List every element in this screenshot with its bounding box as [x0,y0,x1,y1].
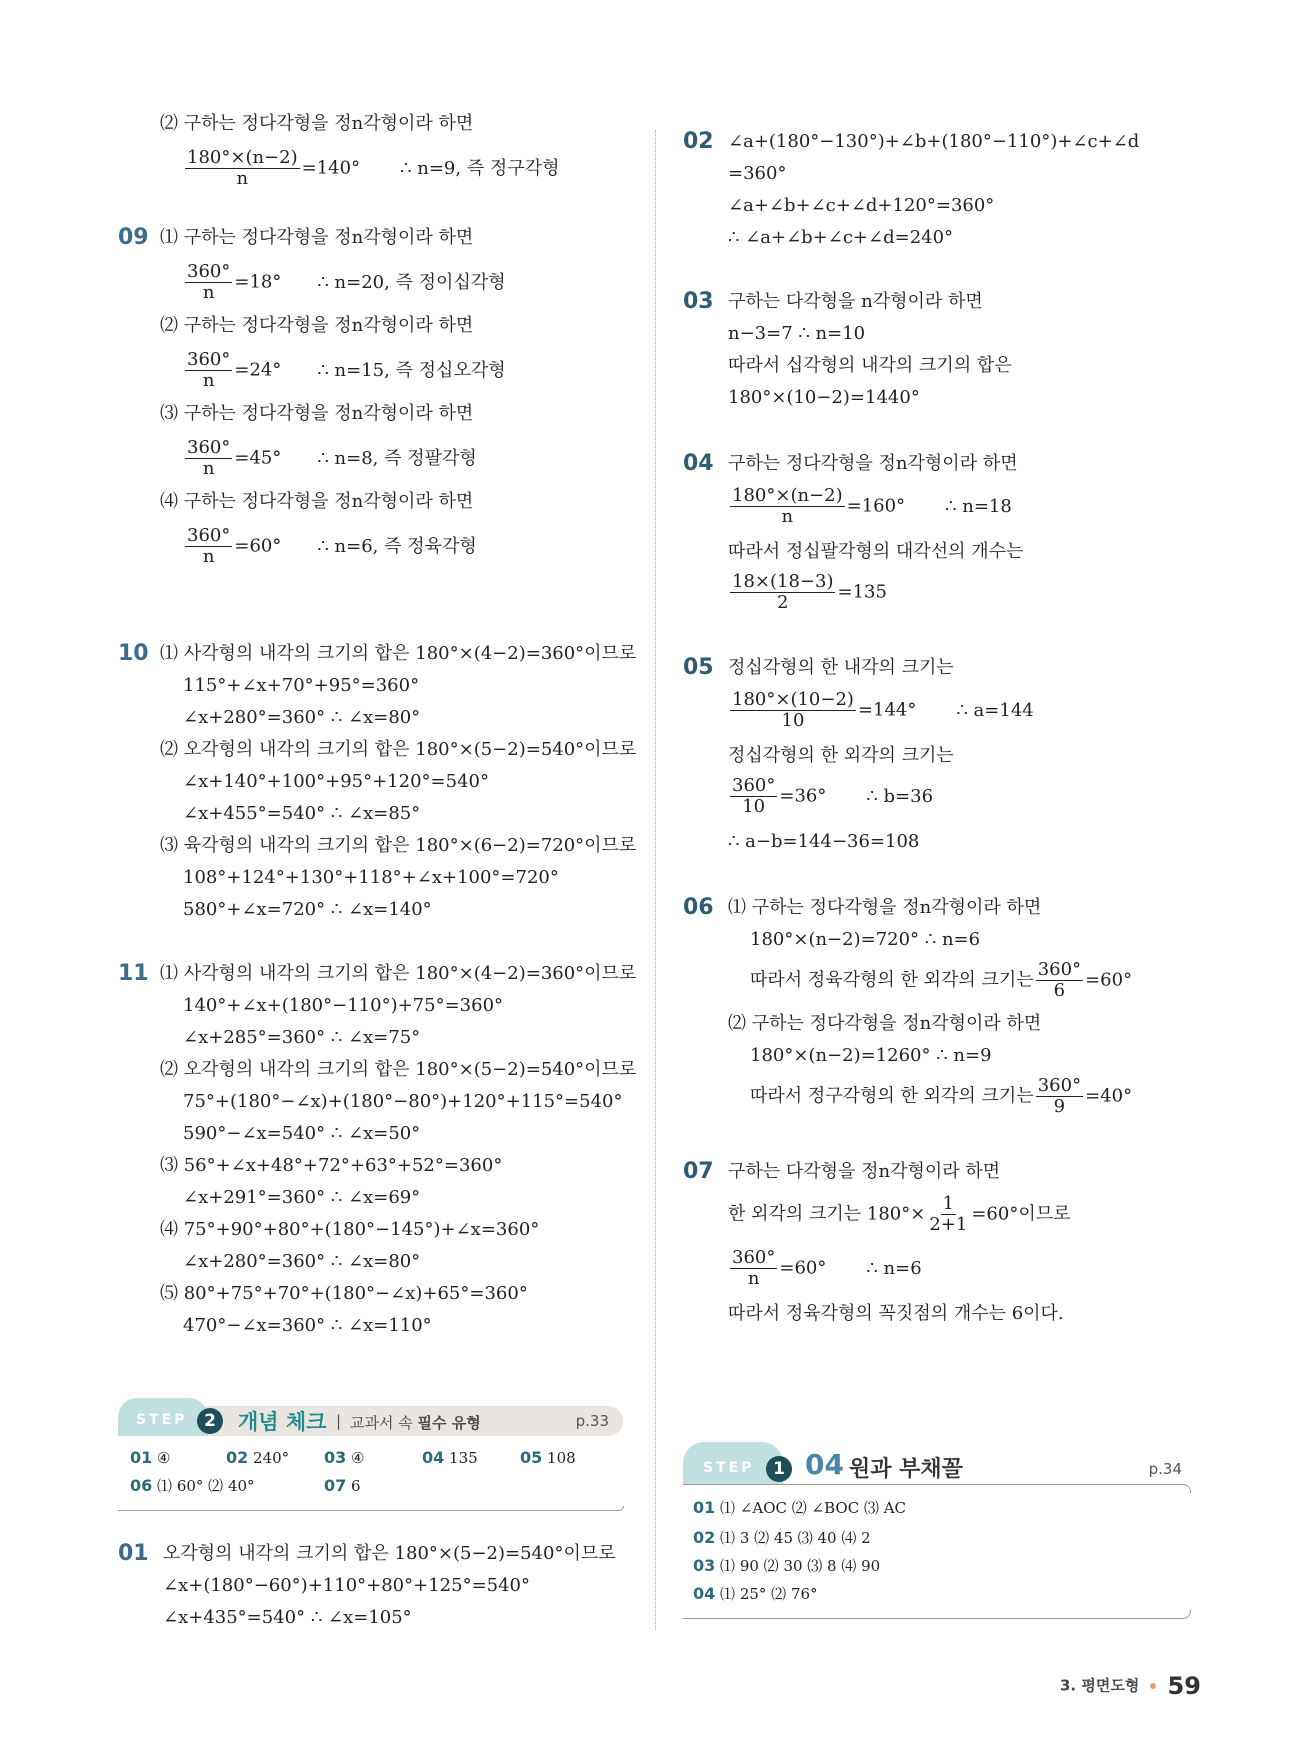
subtitle-pre: 교과서 속 [350,1414,413,1432]
header-rule [683,1484,1191,1493]
fraction-line [728,776,933,817]
answer-item: 02 240° [226,1448,290,1467]
answer-item: 04 135 [422,1448,478,1467]
line: 115°+∠x+70°+95°=360° [183,675,420,696]
line: =360° [728,163,787,184]
answer-item: 05 108 [520,1448,576,1467]
page-ref: p.33 [575,1412,609,1430]
conclusion: ∴ n=9, 즉 정구각형 [400,157,560,179]
frac-den: n [202,282,215,303]
answer-item: 06 ⑴ 60° ⑵ 40° [130,1476,255,1495]
line: 140°+∠x+(180°−110°)+75°=360° [183,995,504,1016]
frac-num: 360° [1037,959,1082,980]
line: ⑸ 80°+75°+70°+(180°−∠x)+65°=360° [160,1283,528,1304]
conclusion: ∴ n=8, 즉 정팔각형 [317,447,477,469]
line: ∠x+435°=540° ∴ ∠x=105° [163,1607,412,1628]
line: 590°−∠x=540° ∴ ∠x=50° [183,1123,421,1144]
answer-item: 07 6 [324,1476,361,1495]
fraction-line [183,350,506,391]
line: n−3=7 ∴ n=10 [728,323,866,344]
step1-section [683,1442,1190,1622]
fraction-line [183,148,559,189]
fraction-line [750,960,1132,1001]
line: ∠x+285°=360° ∴ ∠x=75° [183,1027,421,1048]
section-number: 04 [805,1448,844,1481]
line: 오각형의 내각의 크기의 합은 180°×(5−2)=540°이므로 [163,1543,616,1564]
line: 구하는 정다각형을 정n각형이라 하면 [728,453,1018,474]
step2-title: 개념 체크 [238,1410,327,1434]
step1-title: 원과 부채꼴 [849,1457,963,1482]
page-number: 59 [1167,1672,1201,1700]
fraction-line [750,1076,1132,1117]
line: ⑴ 사각형의 내각의 크기의 합은 180°×(4−2)=360°이므로 [160,963,637,984]
line: 정십각형의 한 외각의 크기는 [728,745,954,766]
frac-den: 10 [781,710,805,731]
conclusion: ∴ n=20, 즉 정이십각형 [317,271,506,293]
line: 180°×(10−2)=1440° [728,387,920,408]
frac-num: 1 [942,1193,955,1214]
step2-subtitle [350,1412,481,1433]
separator: | [336,1412,342,1430]
frac-num: 360° [732,1247,776,1268]
frac-num: 360° [187,525,231,546]
text: 따라서 정구각형의 한 외각의 크기는 [750,1085,1034,1107]
eq: =40° [1085,1085,1133,1107]
frac-den: 2 [777,592,789,613]
fraction-line [728,572,887,613]
problem-number: 01 [118,1541,149,1566]
eq: =60° [1085,969,1133,991]
page-ref: p.34 [1148,1460,1182,1478]
bullet-icon [1150,1683,1156,1689]
problem-number: 05 [683,655,714,680]
line: 470°−∠x=360° ∴ ∠x=110° [183,1315,432,1336]
eq: =45° [234,447,282,469]
eq: =60° [234,535,282,557]
line: ⑵ 오각형의 내각의 크기의 합은 180°×(5−2)=540°이므로 [160,1059,637,1080]
eq: =18° [234,271,282,293]
eq: =60° [779,1257,827,1279]
fraction-line [728,1194,1070,1235]
problem-number: 02 [683,129,714,154]
problem-number: 09 [118,225,149,250]
answer-item: 03 ④ [324,1448,365,1467]
fraction-line [183,262,506,303]
line: ∴ ∠a+∠b+∠c+∠d=240° [728,227,954,248]
problem-number: 04 [683,451,714,476]
line: 108°+124°+130°+118°+∠x+100°=720° [183,867,559,888]
frac-num: 360° [187,437,231,458]
conclusion: ∴ n=18 [945,495,1012,517]
line: 구하는 다각형을 정n각형이라 하면 [728,1161,1001,1182]
line: ⑵ 구하는 정다각형을 정n각형이라 하면 [160,315,474,336]
fraction-line [728,690,1034,731]
problem-number: 07 [683,1159,714,1184]
frac-den: n [202,458,215,479]
eq: =144° [857,699,917,721]
line: ∠x+(180°−60°)+110°+80°+125°=540° [163,1575,531,1596]
conclusion: ∴ n=6, 즉 정육각형 [317,535,477,557]
line: ⑶ 56°+∠x+48°+72°+63°+52°=360° [160,1155,503,1176]
line: ∠a+(180°−130°)+∠b+(180°−110°)+∠c+∠d [728,131,1140,152]
line: ∠x+455°=540° ∴ ∠x=85° [183,803,421,824]
line: ⑷ 구하는 정다각형을 정n각형이라 하면 [160,491,474,512]
line: ∠x+140°+100°+95°+120°=540° [183,771,489,792]
line: 정십각형의 한 내각의 크기는 [728,657,954,678]
frac-den: 6 [1053,980,1066,1001]
box-bottom-rule [683,1610,1191,1619]
step-label: STEP [703,1460,755,1476]
frac-den: n [202,370,215,391]
step-number: 1 [766,1456,792,1482]
frac-num: 360° [187,261,231,282]
line: 따라서 정육각형의 꼭짓점의 개수는 6이다. [728,1303,1064,1324]
step-number: 2 [197,1408,223,1434]
frac-num: 360° [187,349,231,370]
line: ⑶ 육각형의 내각의 크기의 합은 180°×(6−2)=720°이므로 [160,835,637,856]
line: ∠a+∠b+∠c+∠d+120°=360° [728,195,995,216]
eq: =135 [837,581,887,603]
text: 따라서 정육각형의 한 외각의 크기는 [750,969,1034,991]
frac-den: n [781,506,794,527]
line: 180°×(n−2)=1260° ∴ n=9 [750,1045,992,1066]
frac-num: 18×(18−3) [732,571,834,592]
frac-num: 360° [732,775,776,796]
frac-den: n [747,1268,760,1289]
fraction-line [183,526,477,567]
box-bottom-rule [118,1506,624,1511]
problem-number: 11 [118,961,149,986]
conclusion: ∴ b=36 [866,785,934,807]
line: 180°×(n−2)=720° ∴ n=6 [750,929,981,950]
problem-number: 03 [683,289,714,314]
answer-item: 01 ④ [130,1448,171,1467]
frac-num: 180°×(10−2) [732,689,854,710]
footer [1060,1672,1201,1700]
line: ⑵ 구하는 정다각형을 정n각형이라 하면 [160,113,474,134]
line: 따라서 정십팔각형의 대각선의 개수는 [728,541,1024,562]
line: ⑵ 구하는 정다각형을 정n각형이라 하면 [728,1013,1042,1034]
eq: =60°이므로 [971,1203,1071,1225]
fraction-line [728,486,1012,527]
step2-section [118,1398,623,1510]
frac-den: 10 [742,796,766,817]
conclusion: ∴ n=15, 즉 정십오각형 [317,359,506,381]
frac-num: 180°×(n−2) [732,485,843,506]
chapter-label: 3. 평면도형 [1060,1676,1140,1695]
answer-item: 04 ⑴ 25° ⑵ 76° [693,1584,818,1603]
answer-item: 01 ⑴ ∠AOC ⑵ ∠BOC ⑶ AC [693,1498,907,1517]
frac-num: 360° [1037,1075,1082,1096]
frac-den: n [202,546,215,567]
line: ∴ a−b=144−36=108 [728,831,920,852]
line: ∠x+280°=360° ∴ ∠x=80° [183,1251,421,1272]
step-label: STEP [136,1412,188,1428]
problem-number: 10 [118,641,149,666]
eq: =160° [846,495,906,517]
frac-den: n [236,168,249,189]
fraction-line [183,438,477,479]
line: ⑴ 구하는 정다각형을 정n각형이라 하면 [728,897,1042,918]
line: 구하는 다각형을 n각형이라 하면 [728,291,983,312]
conclusion: ∴ a=144 [956,699,1034,721]
line: 75°+(180°−∠x)+(180°−80°)+120°+115°=540° [183,1091,623,1112]
conclusion: ∴ n=6 [866,1257,922,1279]
eq: =140° [301,157,361,179]
eq: =36° [779,785,827,807]
line: ⑶ 구하는 정다각형을 정n각형이라 하면 [160,403,474,424]
subtitle-bold: 필수 유형 [417,1414,481,1432]
fraction-line [728,1248,922,1289]
frac-num: 180°×(n−2) [187,147,298,168]
line: ∠x+280°=360° ∴ ∠x=80° [183,707,421,728]
answer-item: 02 ⑴ 3 ⑵ 45 ⑶ 40 ⑷ 2 [693,1528,871,1547]
line: ⑵ 오각형의 내각의 크기의 합은 180°×(5−2)=540°이므로 [160,739,637,760]
line: 580°+∠x=720° ∴ ∠x=140° [183,899,432,920]
line: ⑷ 75°+90°+80°+(180°−145°)+∠x=360° [160,1219,540,1240]
text: 한 외각의 크기는 180°× [728,1203,926,1225]
line: ∠x+291°=360° ∴ ∠x=69° [183,1187,421,1208]
frac-den: 9 [1053,1096,1066,1117]
line: ⑴ 구하는 정다각형을 정n각형이라 하면 [160,227,474,248]
answer-item: 03 ⑴ 90 ⑵ 30 ⑶ 8 ⑷ 90 [693,1556,881,1575]
problem-number: 06 [683,895,714,920]
frac-den: 2+1 [929,1214,968,1235]
line: ⑴ 사각형의 내각의 크기의 합은 180°×(4−2)=360°이므로 [160,643,637,664]
column-divider [655,130,656,1630]
eq: =24° [234,359,282,381]
line: 따라서 십각형의 내각의 크기의 합은 [728,355,1012,376]
